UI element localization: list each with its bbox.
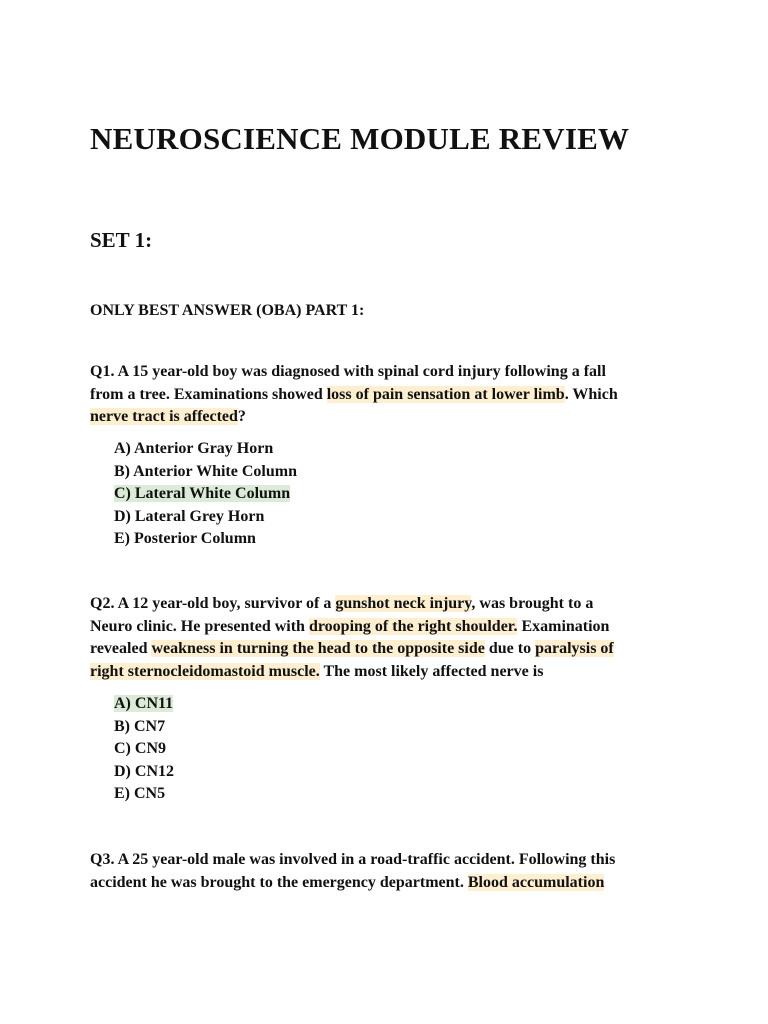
question-text: The most likely affected nerve is — [319, 662, 544, 680]
option-text: B) CN7 — [114, 717, 166, 735]
option-item — [114, 461, 297, 484]
correct-answer-option: C) Lateral White Column — [114, 485, 291, 502]
question-text-line — [90, 593, 690, 616]
question-text: Q3. A 25 year-old male was involved in a road-traffic accident. Following this — [90, 851, 616, 868]
option-item — [114, 506, 297, 529]
set-heading: SET 1: — [90, 228, 153, 252]
question-text: , was brought to a — [471, 595, 594, 612]
question-3-stem — [90, 849, 690, 894]
section-heading: ONLY BEST ANSWER (OBA) PART 1: — [90, 302, 365, 319]
question-1-stem — [90, 361, 690, 429]
option-item — [114, 761, 174, 784]
question-text: Q1. A 15 year-old boy was diagnosed with spinal cord injury following a fall — [90, 363, 606, 380]
question-text-line — [90, 661, 690, 684]
option-item — [114, 438, 297, 461]
correct-answer-option: A) CN11 — [114, 695, 174, 712]
option-text: D) Lateral Grey Horn — [114, 507, 265, 525]
question-2-stem — [90, 593, 690, 683]
question-text-line — [90, 872, 690, 895]
option-text: B) Anterior White Column — [114, 462, 297, 480]
highlighted-phrase: nerve tract is affected — [90, 408, 238, 425]
option-item — [114, 483, 297, 506]
question-text-line — [90, 638, 690, 661]
highlighted-phrase: loss of pain sensation at lower limb — [326, 385, 565, 403]
highlighted-phrase: drooping of the right shoulder. — [308, 617, 518, 635]
question-text: from a tree. Examinations showed — [90, 385, 327, 403]
option-text: D) CN12 — [114, 762, 174, 780]
question-text: revealed — [90, 640, 152, 657]
option-item — [114, 783, 174, 806]
option-text: E) CN5 — [114, 785, 166, 802]
question-text-line — [90, 361, 690, 384]
question-text: Q2. A 12 year-old boy, survivor of a — [90, 595, 336, 612]
question-text: Examination — [517, 617, 610, 635]
option-text: A) Anterior Gray Horn — [114, 440, 274, 457]
question-1-options — [114, 438, 297, 551]
document-title: NEUROSCIENCE MODULE REVIEW — [90, 121, 630, 156]
option-text: E) Posterior Column — [114, 530, 256, 547]
option-item — [114, 738, 174, 761]
question-text: accident he was brought to the emergency department. — [90, 873, 468, 891]
question-text-line — [90, 616, 690, 639]
question-text-line — [90, 406, 690, 429]
highlighted-phrase: right sternocleidomastoid muscle. — [90, 662, 320, 680]
option-text: C) CN9 — [114, 740, 166, 757]
option-item — [114, 528, 297, 551]
question-text: due to — [484, 640, 536, 657]
highlighted-phrase: Blood accumulation — [467, 873, 605, 891]
question-text-line — [90, 384, 690, 407]
option-item — [114, 716, 174, 739]
highlighted-phrase: weakness in turning the head to the opposite side — [151, 640, 485, 657]
question-text-line — [90, 849, 690, 872]
highlighted-phrase: gunshot neck injury — [335, 595, 472, 612]
option-item — [114, 693, 174, 716]
highlighted-phrase: paralysis of — [535, 640, 614, 657]
question-2-options — [114, 693, 174, 806]
question-text: Neuro clinic. He presented with — [90, 617, 309, 635]
question-text: ? — [237, 408, 246, 425]
question-text: . Which — [564, 385, 618, 403]
